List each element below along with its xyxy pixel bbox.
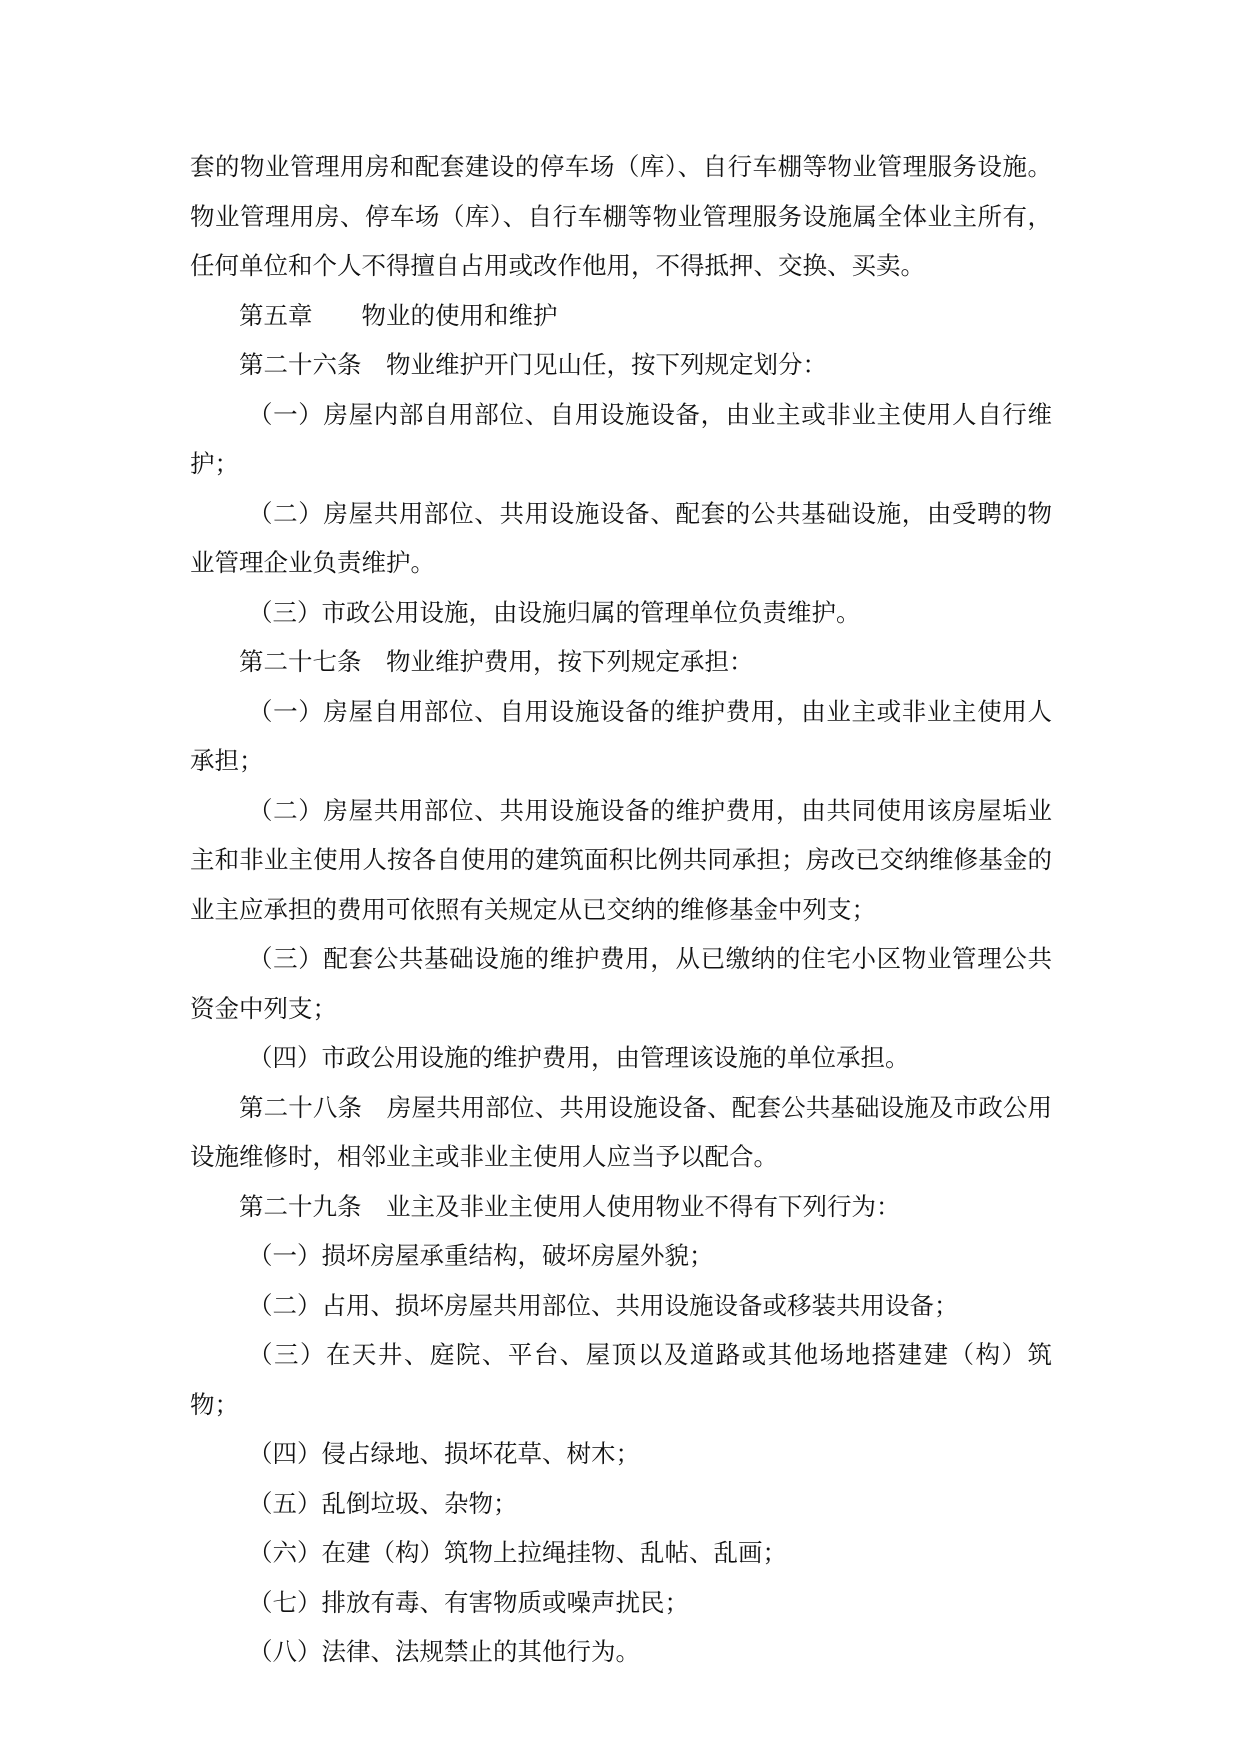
article-27-item-1: （一）房屋自用部位、自用设施设备的维护费用，由业主或非业主使用人承担； [190,696,1052,775]
article-29-item-1: （一）损坏房屋承重结构，破坏房屋外貌； [248,1241,714,1270]
article-26-item-1: （一）房屋内部自用部位、自用设施设备，由业主或非业主使用人自行维护； [190,399,1052,478]
article-26: 第二十六条 物业维护开门见山任，按下列规定划分： [239,350,827,379]
article-29-item-6: （六）在建（构）筑物上拉绳挂物、乱帖、乱画； [248,1538,787,1567]
article-26-item-3: （三）市政公用设施，由设施归属的管理单位负责维护。 [248,597,861,627]
document-body [190,142,1052,1677]
article-27: 第二十七条 物业维护费用，按下列规定承担： [239,647,754,676]
article-26-item-2: （二）房屋共用部位、共用设施设备、配套的公共基础设施，由受聘的物业管理企业负责维护。 [190,498,1052,577]
article-29-item-8: （八）法律、法规禁止的其他行为。 [248,1637,640,1666]
article-29-item-4: （四）侵占绿地、损坏花草、树木； [248,1439,640,1468]
article-29-item-3: （三）在天井、庭院、平台、屋顶以及道路或其他场地搭建建（构）筑物； [190,1340,1052,1419]
chapter-heading: 第五章 物业的使用和维护 [239,300,558,330]
article-27-item-2: （二）房屋共用部位、共用设施设备的维护费用，由共同使用该房屋垢业主和非业主使用人按各自使用的建筑面积比例共同承担；房改已交纳维修基金的业主应承担的费用可依照有关规定从已交纳的维修基金中列支； [190,795,1052,924]
article-28: 第二十八条 房屋共用部位、共用设施设备、配套公共基础设施及市政公用设施维修时，相邻业主或非业主使用人应当予以配合。 [190,1092,1052,1171]
article-29-item-2: （二）占用、损坏房屋共用部位、共用设施设备或移装共用设备； [248,1290,959,1320]
article-27-item-4: （四）市政公用设施的维护费用，由管理该设施的单位承担。 [248,1043,910,1072]
paragraph-continuation: 套的物业管理用房和配套建设的停车场（库）、自行车棚等物业管理服务设施。物业管理用房、停车场（库）、自行车棚等物业管理服务设施属全体业主所有，任何单位和个人不得擅自占用或改作他用，不得抵押、交换、买卖。 [190,152,1052,280]
article-27-item-3: （三）配套公共基础设施的维护费用，从已缴纳的住宅小区物业管理公共资金中列支； [190,944,1052,1023]
article-29-item-7: （七）排放有毒、有害物质或噪声扰民； [248,1587,689,1617]
article-29: 第二十九条 业主及非业主使用人使用物业不得有下列行为： [239,1191,901,1221]
article-29-item-5: （五）乱倒垃圾、杂物； [248,1488,518,1518]
